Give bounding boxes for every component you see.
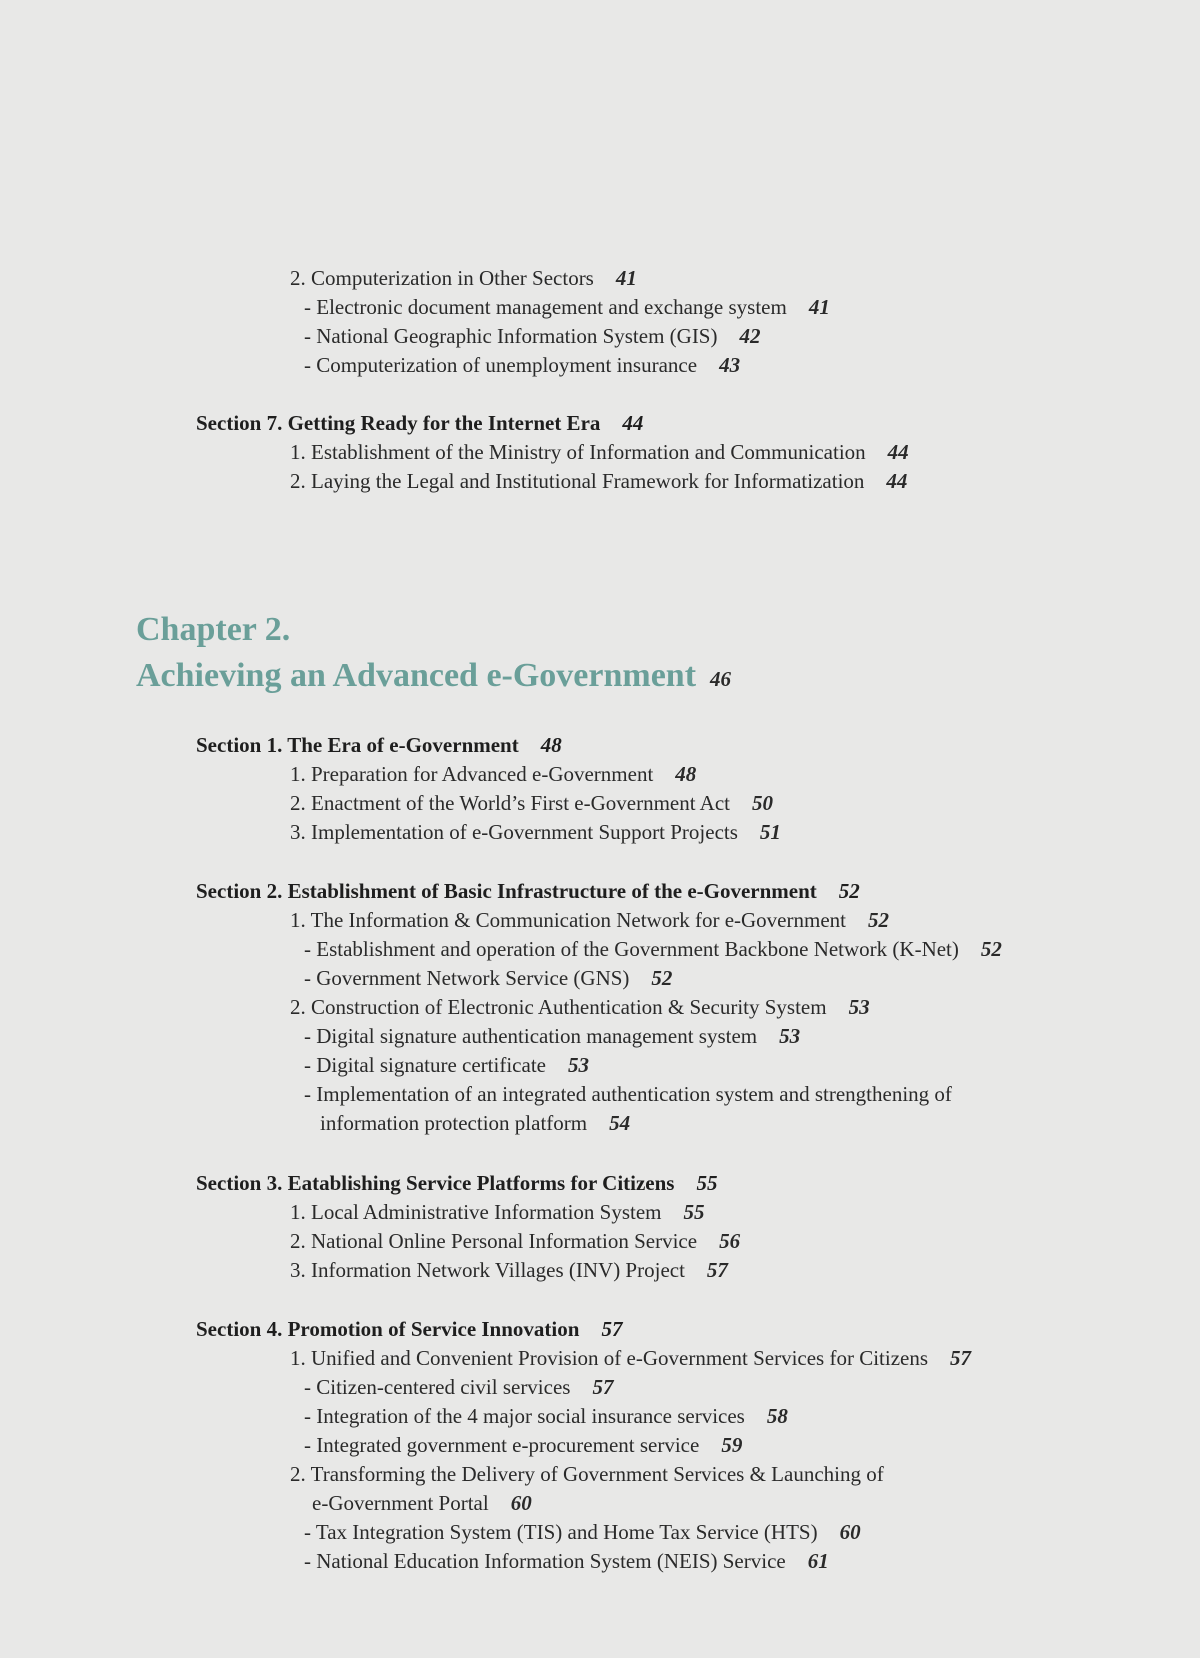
toc-entry[interactable] <box>304 935 1002 963</box>
entry-text: - Implementation of an integrated authentication system and strengthening of <box>304 1082 952 1106</box>
section-title: Section 4. Promotion of Service Innovation <box>196 1317 580 1341</box>
toc-entry[interactable] <box>304 1022 800 1050</box>
page-number: 52 <box>838 879 860 903</box>
entry-text: - Digital signature certificate <box>304 1053 546 1077</box>
page-number: 60 <box>510 1491 532 1515</box>
toc-entry[interactable] <box>290 1198 705 1226</box>
toc-entry[interactable] <box>290 760 696 788</box>
entry-text: 1. Preparation for Advanced e-Government <box>290 762 654 786</box>
page-number: 43 <box>719 353 741 377</box>
chapter-title-line[interactable] <box>136 654 731 701</box>
section-title: Section 3. Eatablishing Service Platforms for Citizens <box>196 1171 675 1195</box>
toc-entry[interactable] <box>304 1373 613 1401</box>
toc-entry[interactable] <box>304 1547 829 1575</box>
section-heading[interactable] <box>196 731 562 759</box>
entry-text: 2. Computerization in Other Sectors <box>290 266 594 290</box>
entry-text: 2. Laying the Legal and Institutional Framework for Informatization <box>290 469 865 493</box>
toc-entry-continuation[interactable] <box>320 1109 630 1137</box>
page-number: 42 <box>739 324 761 348</box>
page-number: 55 <box>683 1200 705 1224</box>
page-number: 60 <box>839 1520 861 1544</box>
toc-entry[interactable] <box>290 818 781 846</box>
page-number: 52 <box>867 908 889 932</box>
page-number: 56 <box>719 1229 741 1253</box>
page-number: 57 <box>592 1375 614 1399</box>
toc-entry-continuation[interactable] <box>312 1489 532 1517</box>
toc-entry[interactable] <box>290 993 870 1021</box>
section-title: Section 2. Establishment of Basic Infrastructure of the e-Government <box>196 879 817 903</box>
entry-text: e-Government Portal <box>312 1491 489 1515</box>
entry-text: 1. Unified and Convenient Provision of e-Government Services for Citizens <box>290 1346 929 1370</box>
page-number: 55 <box>696 1171 718 1195</box>
entry-text: - National Education Information System (NEIS) Service <box>304 1549 786 1573</box>
page-number: 61 <box>807 1549 829 1573</box>
entry-text: information protection platform <box>320 1111 588 1135</box>
entry-text: - National Geographic Information System (GIS) <box>304 324 718 348</box>
entry-text: 2. National Online Personal Information Service <box>290 1229 698 1253</box>
page-number: 57 <box>706 1258 728 1282</box>
entry-text: - Citizen-centered civil services <box>304 1375 571 1399</box>
toc-entry[interactable] <box>290 1256 728 1284</box>
page-number: 44 <box>886 469 908 493</box>
toc-entry[interactable] <box>304 1402 788 1430</box>
chapter-label <box>136 608 290 652</box>
page-number: 51 <box>759 820 781 844</box>
page-number: 41 <box>615 266 637 290</box>
section-heading[interactable] <box>196 1169 717 1197</box>
page-number: 53 <box>779 1024 801 1048</box>
entry-text: - Electronic document management and exchange system <box>304 295 787 319</box>
entry-text: - Integrated government e-procurement service <box>304 1433 700 1457</box>
entry-text: 1. Local Administrative Information System <box>290 1200 662 1224</box>
toc-entry[interactable] <box>304 293 830 321</box>
page-number: 53 <box>848 995 870 1019</box>
section-heading[interactable] <box>196 877 860 905</box>
page-number: 52 <box>980 937 1002 961</box>
entry-text: 1. The Information & Communication Network for e-Government <box>290 908 846 932</box>
toc-entry[interactable] <box>290 1227 740 1255</box>
page-number: 48 <box>540 733 562 757</box>
entry-text: 2. Enactment of the World’s First e-Government Act <box>290 791 730 815</box>
section-heading[interactable] <box>196 1315 622 1343</box>
page-number: 48 <box>675 762 697 786</box>
entry-text: - Tax Integration System (TIS) and Home Tax Service (HTS) <box>304 1520 818 1544</box>
section-title: Section 7. Getting Ready for the Internet Era <box>196 411 601 435</box>
entry-text: 1. Establishment of the Ministry of Information and Communication <box>290 440 866 464</box>
toc-entry[interactable] <box>304 964 672 992</box>
page-number: 46 <box>710 667 732 691</box>
page-number: 53 <box>567 1053 589 1077</box>
page-number: 44 <box>887 440 909 464</box>
section-title: Section 1. The Era of e-Government <box>196 733 519 757</box>
section-heading[interactable] <box>196 409 643 437</box>
page-number: 44 <box>622 411 644 435</box>
page-number: 50 <box>752 791 773 815</box>
page-number: 59 <box>721 1433 743 1457</box>
page-number: 41 <box>808 295 830 319</box>
entry-text: 2. Construction of Electronic Authentication & Security System <box>290 995 827 1019</box>
page-number: 52 <box>651 966 673 990</box>
toc-entry[interactable] <box>304 1080 952 1108</box>
page-number: 57 <box>601 1317 623 1341</box>
entry-text: - Computerization of unemployment insurance <box>304 353 698 377</box>
toc-entry[interactable] <box>290 1460 884 1488</box>
toc-entry[interactable] <box>304 1051 589 1079</box>
toc-entry[interactable] <box>290 438 909 466</box>
entry-text: - Establishment and operation of the Government Backbone Network (K-Net) <box>304 937 959 961</box>
toc-entry[interactable] <box>304 351 740 379</box>
entry-text: 3. Information Network Villages (INV) Project <box>290 1258 685 1282</box>
page-number: 54 <box>609 1111 631 1135</box>
toc-entry[interactable] <box>290 789 773 817</box>
toc-entry[interactable] <box>290 1344 971 1372</box>
entry-text: - Integration of the 4 major social insurance services <box>304 1404 745 1428</box>
entry-text: - Government Network Service (GNS) <box>304 966 630 990</box>
page-number: 58 <box>766 1404 788 1428</box>
toc-entry[interactable] <box>304 322 760 350</box>
entry-text: - Digital signature authentication management system <box>304 1024 758 1048</box>
entry-text: 2. Transforming the Delivery of Government Services & Launching of <box>290 1462 884 1486</box>
toc-entry[interactable] <box>290 906 889 934</box>
chapter-title: Achieving an Advanced e-Government <box>136 657 697 694</box>
page-number: 57 <box>950 1346 972 1370</box>
toc-entry[interactable] <box>290 467 907 495</box>
toc-entry[interactable] <box>304 1431 742 1459</box>
chapter-number: Chapter 2. <box>136 611 291 648</box>
toc-entry[interactable] <box>304 1518 861 1546</box>
toc-entry[interactable] <box>290 264 637 292</box>
entry-text: 3. Implementation of e-Government Support Projects <box>290 820 738 844</box>
